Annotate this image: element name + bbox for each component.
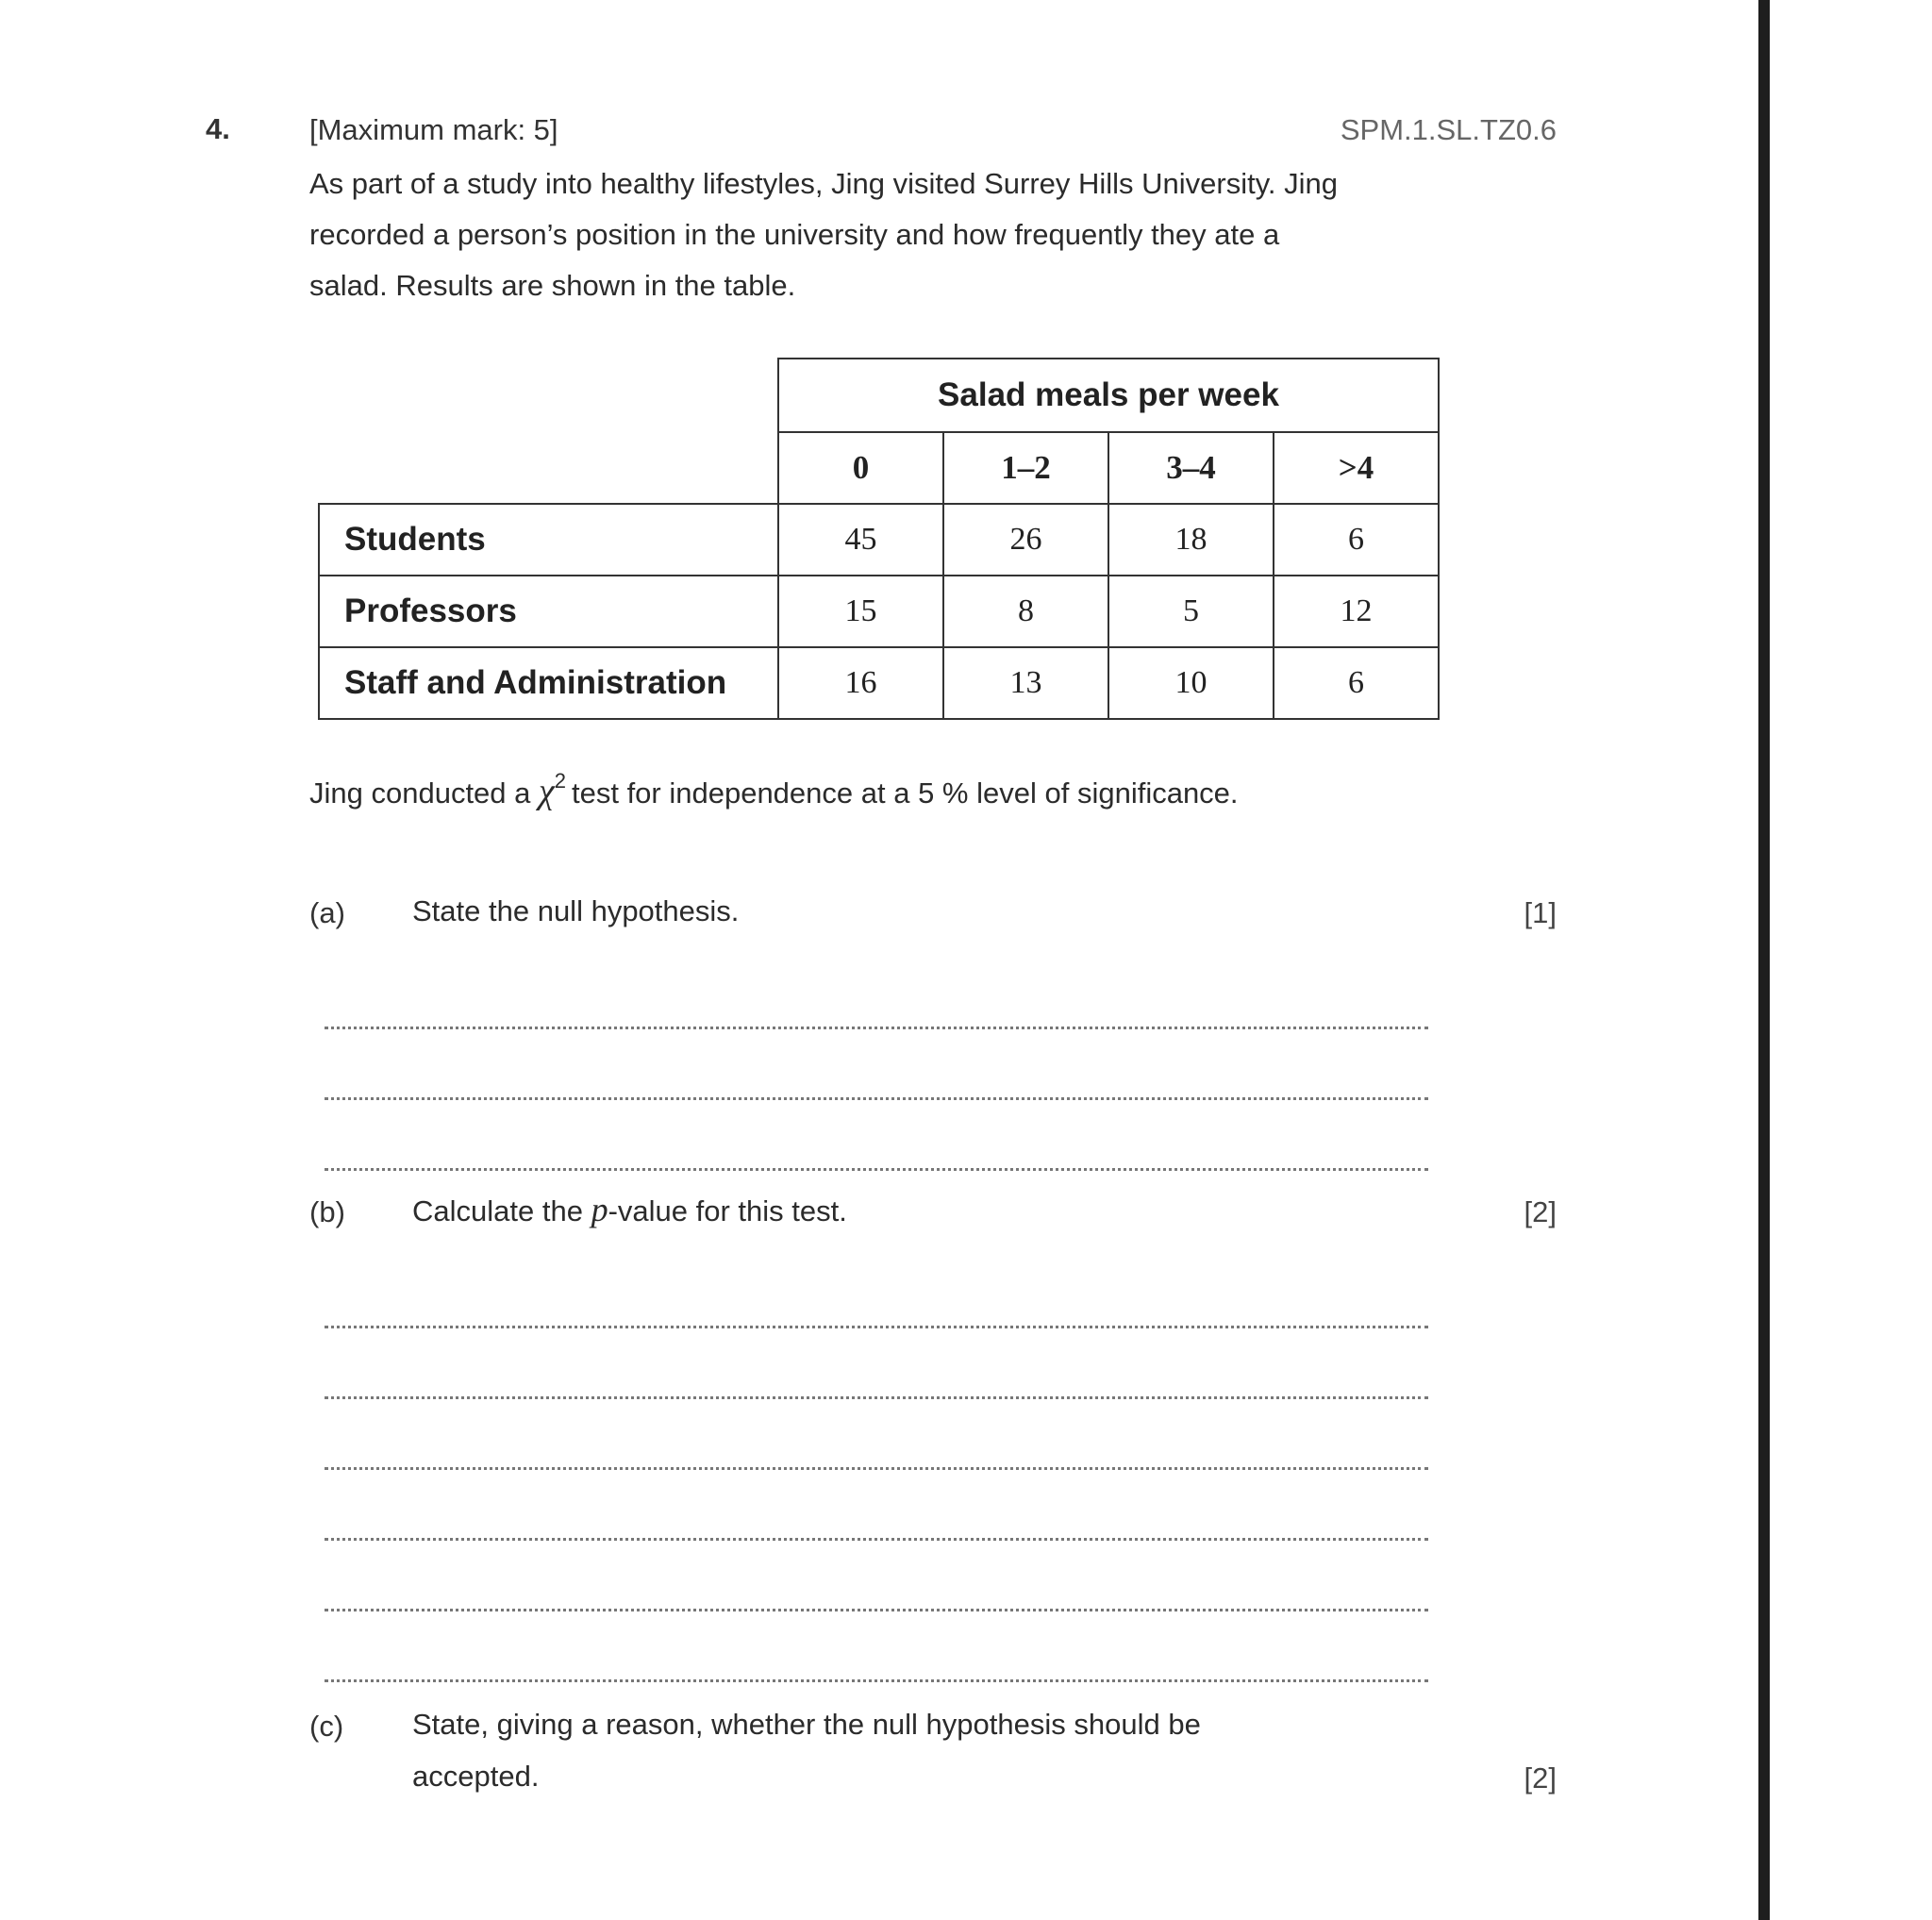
answer-line[interactable] xyxy=(325,1467,1428,1470)
answer-line[interactable] xyxy=(325,1097,1428,1100)
table-header: Salad meals per week xyxy=(778,359,1439,432)
question-intro xyxy=(309,159,1470,311)
table-cell: 5 xyxy=(1108,576,1274,647)
page-edge-bar xyxy=(1758,0,1770,1920)
table-cell: 18 xyxy=(1108,504,1274,576)
answer-line[interactable] xyxy=(325,1609,1428,1611)
answer-line[interactable] xyxy=(325,1168,1428,1171)
part-c-label: (c) xyxy=(309,1710,344,1743)
table-cell: 15 xyxy=(778,576,943,647)
intro-line: As part of a study into healthy lifestyles, Jing visited Surrey Hills University. Jing xyxy=(309,167,1339,200)
part-c-text xyxy=(412,1698,1201,1802)
test-text-before: Jing conducted a xyxy=(309,776,540,810)
column-header: 1–2 xyxy=(943,432,1108,504)
chi-superscript: 2 xyxy=(554,769,566,793)
row-label: Students xyxy=(319,504,778,576)
intro-line: salad. Results are shown in the table. xyxy=(309,269,796,302)
table-row xyxy=(319,647,1439,719)
table-cell: 10 xyxy=(1108,647,1274,719)
answer-line[interactable] xyxy=(325,1538,1428,1541)
row-label: Professors xyxy=(319,576,778,647)
intro-line: recorded a person’s position in the university and how frequently they ate a xyxy=(309,218,1280,251)
table-row xyxy=(319,504,1439,576)
row-label: Staff and Administration xyxy=(319,647,778,719)
question-number: 4. xyxy=(206,112,230,145)
test-statement xyxy=(309,769,1239,812)
test-text-after: test for independence at a 5 % level of significance. xyxy=(571,776,1239,810)
table-cell: 13 xyxy=(943,647,1108,719)
salad-data-table xyxy=(318,358,1440,720)
table-cell: 26 xyxy=(943,504,1108,576)
part-b-mark: [2] xyxy=(1524,1195,1557,1228)
part-a-text: State the null hypothesis. xyxy=(412,894,740,927)
part-a-label: (a) xyxy=(309,896,345,929)
part-c-line: accepted. xyxy=(412,1760,540,1793)
blank-cell xyxy=(319,359,778,432)
table-cell: 12 xyxy=(1274,576,1439,647)
table-cell: 8 xyxy=(943,576,1108,647)
part-b-text-before: Calculate the xyxy=(412,1194,591,1227)
table-cell: 6 xyxy=(1274,504,1439,576)
part-b-text-after: -value for this test. xyxy=(608,1194,847,1227)
part-b-label: (b) xyxy=(309,1195,345,1228)
chi-symbol: χ xyxy=(539,772,555,811)
column-header: >4 xyxy=(1274,432,1439,504)
blank-cell xyxy=(319,432,778,504)
answer-line[interactable] xyxy=(325,1396,1428,1399)
answer-line[interactable] xyxy=(325,1027,1428,1029)
part-a-mark: [1] xyxy=(1524,896,1557,929)
answer-line[interactable] xyxy=(325,1679,1428,1682)
part-c-line: State, giving a reason, whether the null hypothesis should be xyxy=(412,1708,1201,1741)
column-header: 0 xyxy=(778,432,943,504)
part-c-mark: [2] xyxy=(1524,1761,1557,1795)
p-symbol: p xyxy=(591,1191,608,1228)
part-b-text xyxy=(412,1184,847,1237)
column-header: 3–4 xyxy=(1108,432,1274,504)
maximum-mark: [Maximum mark: 5] xyxy=(309,113,558,146)
table-cell: 45 xyxy=(778,504,943,576)
table-cell: 6 xyxy=(1274,647,1439,719)
table-cell: 16 xyxy=(778,647,943,719)
table-row xyxy=(319,576,1439,647)
answer-line[interactable] xyxy=(325,1326,1428,1328)
reference-code: SPM.1.SL.TZ0.6 xyxy=(1340,113,1557,146)
